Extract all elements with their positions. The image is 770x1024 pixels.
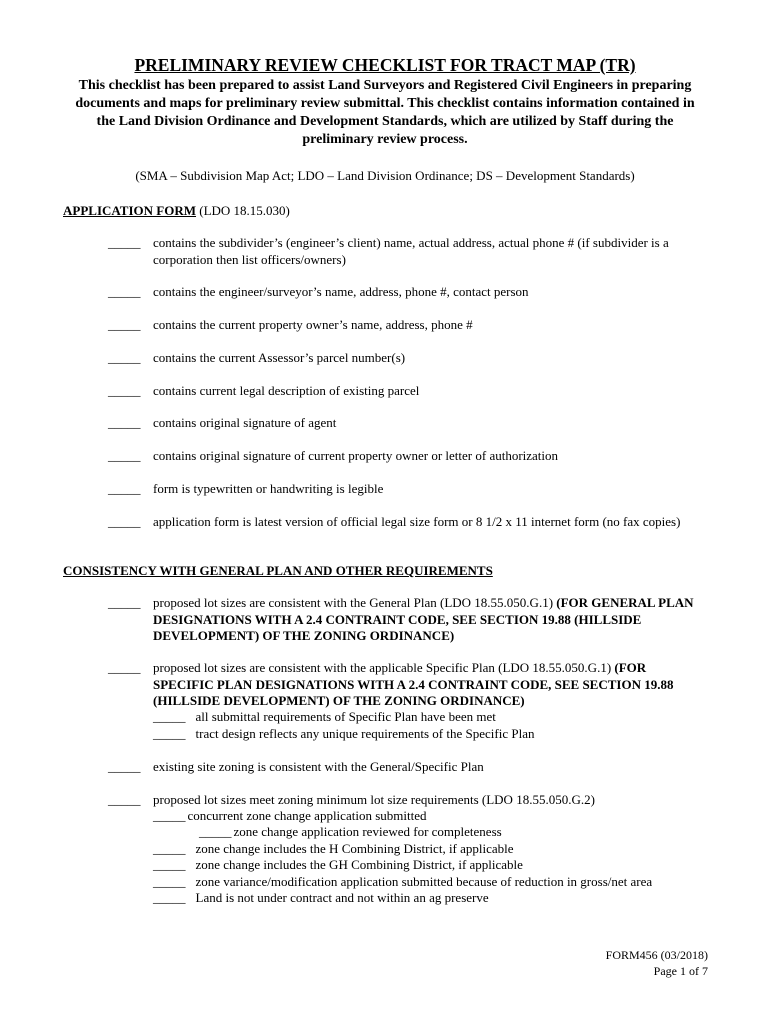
checkbox-blank[interactable]: _____ xyxy=(153,857,186,872)
intro-paragraph: This checklist has been prepared to assist Land Surveyors and Registered Civil Engineers in preparing documents and maps for preliminary review submittal. This checklist contains information contained in the Land Division Ordinance and Development Standards, which are utilized by Staff during the preliminary review process. xyxy=(75,78,695,147)
sub-item-text: concurrent zone change application submitted xyxy=(187,808,427,823)
checklist-item xyxy=(108,792,708,809)
checkbox-blank[interactable]: _____ xyxy=(108,448,141,463)
page-title: PRELIMINARY REVIEW CHECKLIST FOR TRACT MAP (TR) xyxy=(134,55,636,75)
sub-item-text: zone change includes the GH Combining District, if applicable xyxy=(195,857,523,872)
sub-checklist-item xyxy=(153,890,489,907)
checkbox-blank[interactable]: _____ xyxy=(108,792,141,807)
checkbox-blank[interactable]: _____ xyxy=(108,759,141,774)
item-text: form is typewritten or handwriting is legible xyxy=(153,481,384,496)
section-application-form-heading xyxy=(63,202,290,219)
checkbox-blank[interactable]: _____ xyxy=(108,350,141,365)
sub-item-text: zone change application reviewed for completeness xyxy=(233,824,502,839)
checklist-item xyxy=(108,481,708,498)
checkbox-blank[interactable]: _____ xyxy=(108,235,141,250)
checklist-item xyxy=(108,415,708,432)
item-text: contains the current Assessor’s parcel number(s) xyxy=(153,350,406,365)
sub-checklist-item xyxy=(153,726,534,743)
sub-item-text: Land is not under contract and not within an ag preserve xyxy=(195,890,489,905)
section-heading-label: APPLICATION FORM xyxy=(63,203,197,218)
form-number: FORM456 (03/2018) xyxy=(605,948,708,962)
abbreviations-note: (SMA – Subdivision Map Act; LDO – Land Division Ordinance; DS – Development Standards) xyxy=(135,168,635,183)
checkbox-blank[interactable]: _____ xyxy=(108,595,141,610)
checkbox-blank[interactable]: _____ xyxy=(153,726,186,741)
sub-item-text: all submittal requirements of Specific Plan have been met xyxy=(195,709,496,724)
checkbox-blank[interactable]: _____ xyxy=(153,890,186,905)
checkbox-blank[interactable]: _____ xyxy=(108,481,141,496)
checkbox-blank[interactable]: _____ xyxy=(153,709,186,724)
sub-checklist-item xyxy=(153,808,426,825)
item-text: proposed lot sizes meet zoning minimum lot size requirements (LDO 18.55.050.G.2) xyxy=(153,792,595,807)
checklist-item xyxy=(108,284,708,301)
checklist-item xyxy=(108,759,708,776)
sub-checklist-item xyxy=(153,874,652,891)
item-text: contains the current property owner’s name, address, phone # xyxy=(153,317,473,332)
item-text: existing site zoning is consistent with the General/Specific Plan xyxy=(153,759,484,774)
item-text-plain: proposed lot sizes are consistent with the General Plan (LDO 18.55.050.G.1) xyxy=(153,595,557,610)
page-number: Page 1 of 7 xyxy=(653,964,708,978)
sub-checklist-item xyxy=(153,841,514,858)
checklist-item xyxy=(108,383,708,400)
item-text: contains original signature of agent xyxy=(153,415,337,430)
sub-item-text: tract design reflects any unique requirements of the Specific Plan xyxy=(195,726,535,741)
checkbox-blank[interactable]: _____ xyxy=(153,841,186,856)
checklist-item xyxy=(108,660,708,710)
checkbox-blank[interactable]: _____ xyxy=(108,383,141,398)
item-text: application form is latest version of official legal size form or 8 1/2 x 11 internet form (no fax copies) xyxy=(153,514,681,529)
checklist-item xyxy=(108,235,708,268)
checkbox-blank[interactable]: _____ xyxy=(153,874,186,889)
checklist-item xyxy=(108,514,708,531)
checklist-item xyxy=(108,317,708,334)
checkbox-blank[interactable]: _____ xyxy=(153,808,186,823)
checkbox-blank[interactable]: _____ xyxy=(108,284,141,299)
item-text-bold: (FOR GENERAL PLAN DESIGNATIONS WITH A 2.4 CONTRAINT CODE, SEE SECTION 19.88 (HILLSIDE DEVELOPMENT) OF THE ZONING ORDINANCE) xyxy=(153,595,694,643)
checklist-item xyxy=(108,448,708,465)
section-consistency-heading xyxy=(63,562,493,579)
item-text-plain: proposed lot sizes are consistent with the applicable Specific Plan (LDO 18.55.050.G.1) xyxy=(153,660,615,675)
sub-checklist-item xyxy=(153,709,496,726)
item-text: contains current legal description of existing parcel xyxy=(153,383,420,398)
item-text: contains original signature of current property owner or letter of authorization xyxy=(153,448,559,463)
item-text xyxy=(153,595,708,645)
item-text: contains the subdivider’s (engineer’s client) name, actual address, actual phone # (if subdivider is a corporation then list officers/owners) xyxy=(153,235,669,267)
sub-item-text: zone variance/modification application submitted because of reduction in gross/net area xyxy=(195,874,653,889)
checkbox-blank[interactable]: _____ xyxy=(199,824,232,839)
checkbox-blank[interactable]: _____ xyxy=(108,415,141,430)
section-heading-ref: (LDO 18.15.030) xyxy=(196,203,290,218)
sub-checklist-item xyxy=(199,824,502,841)
section-heading-label: CONSISTENCY WITH GENERAL PLAN AND OTHER REQUIREMENTS xyxy=(63,563,493,578)
checklist-item xyxy=(108,595,708,645)
checkbox-blank[interactable]: _____ xyxy=(108,660,141,675)
sub-checklist-item xyxy=(153,857,523,874)
checklist-item xyxy=(108,350,708,367)
page-footer xyxy=(606,947,708,979)
checkbox-blank[interactable]: _____ xyxy=(108,317,141,332)
sub-item-text: zone change includes the H Combining District, if applicable xyxy=(195,841,514,856)
item-text-bold: (FOR SPECIFIC PLAN DESIGNATIONS WITH A 2.4 CONTRAINT CODE, SEE SECTION 19.88 (HILLSIDE DEVELOPMENT) OF THE ZONING ORDINANCE) xyxy=(153,660,674,708)
item-text: contains the engineer/surveyor’s name, address, phone #, contact person xyxy=(153,284,529,299)
checkbox-blank[interactable]: _____ xyxy=(108,514,141,529)
item-text xyxy=(153,660,708,710)
